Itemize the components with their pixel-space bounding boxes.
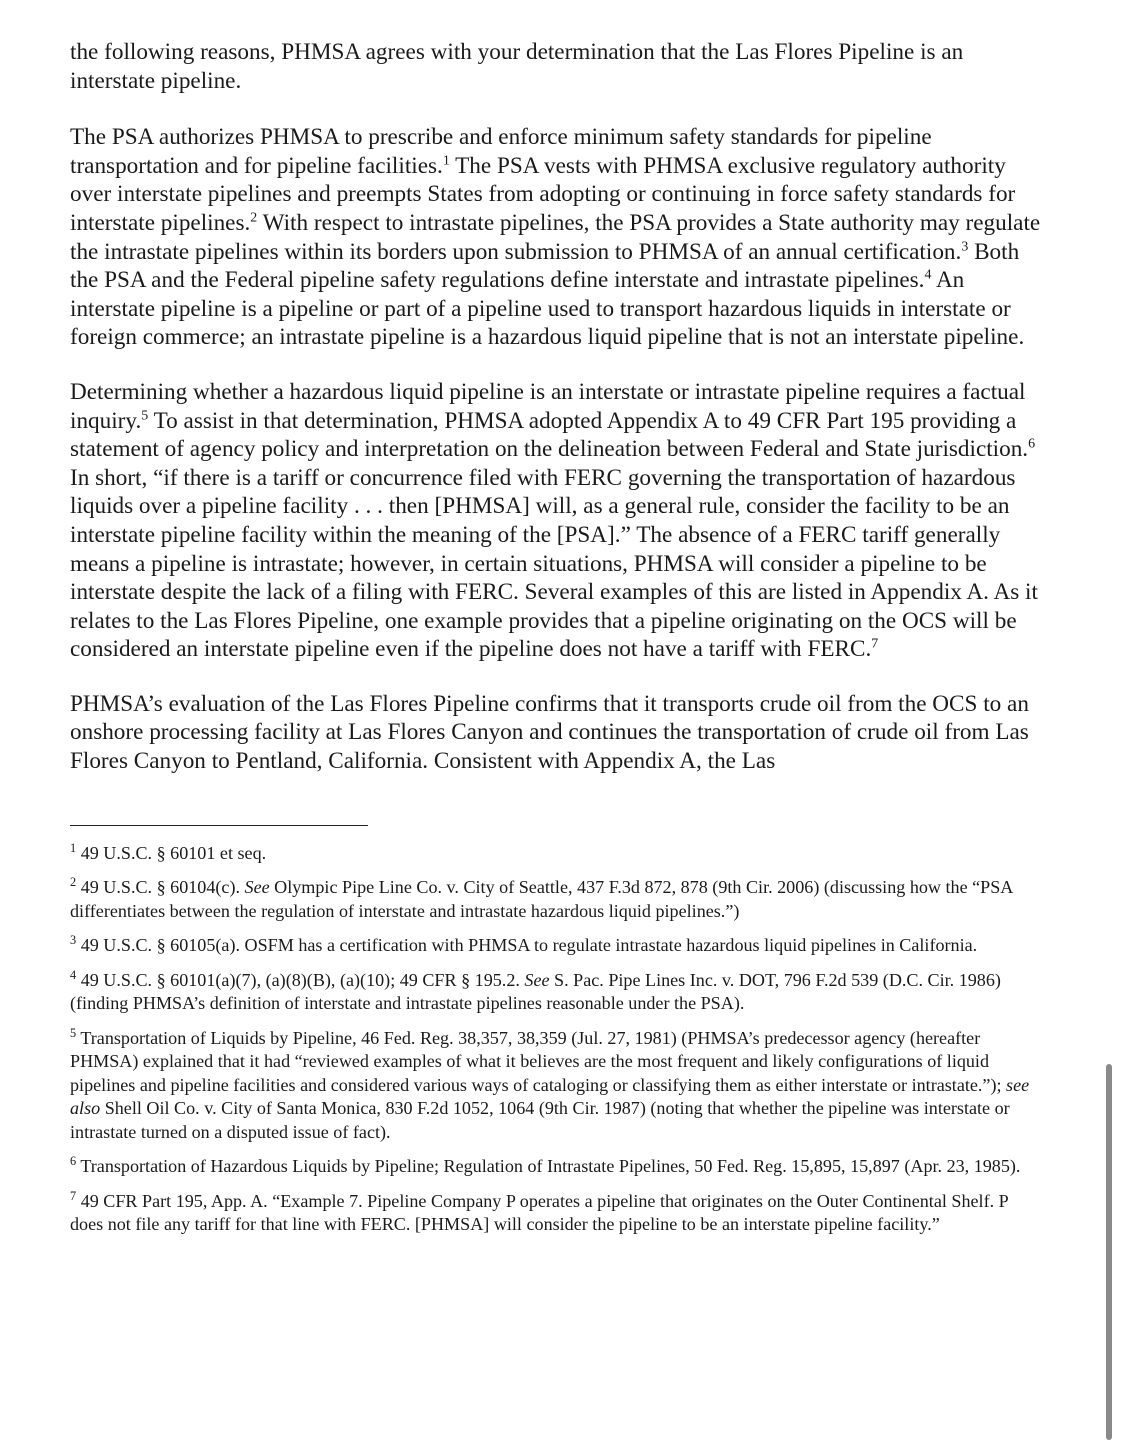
footnote-divider <box>70 825 368 826</box>
footnote-5: $^5$ Transportation of Liquids by Pipeline, 46 Fed. Reg. 38,357, 38,359 (Jul. 27, 1981) (PHMSA’s predecessor agency (hereafter PHMSA) explained that it had “reviewed examples of what it believes are the most frequent and likely configurations of liquid pipelines and pipeline facilities and considered various ways of cataloging or classifying them as either interstate or intrastate.”); see also Shell Oil Co. v. City of Santa Monica, 830 F.2d 1052, 1064 (9th Cir. 1987) (noting that whether the pipeline was interstate or intrastate turned on a disputed issue of fact). <box>70 1025 1030 1142</box>
footnote-4: $^4$ 49 U.S.C. § 60101(a)(7), (a)(8)(B), (a)(10); 49 CFR § 195.2. See S. Pac. Pipe Lines Inc. v. DOT, 796 F.2d 539 (D.C. Cir. 1986) (finding PHMSA’s definition of interstate and intrastate pipelines reasonable under the PSA). <box>70 967 1001 1014</box>
footnote-ref[interactable]: 5 <box>141 407 149 423</box>
footnote-ref[interactable]: 2 <box>250 210 258 226</box>
footnote-6: $^6$ Transportation of Hazardous Liquids by Pipeline; Regulation of Intrastate Pipelines, 50 Fed. Reg. 15,895, 15,897 (Apr. 23, 1985). <box>70 1154 1021 1177</box>
footnote-ref[interactable]: 6 <box>1028 436 1036 452</box>
footnote-2: $^2$ 49 U.S.C. § 60104(c). See Olympic Pipe Line Co. v. City of Seattle, 437 F.3d 872, 878 (9th Cir. 2006) (discussing how the “PSA differentiates between the regulation of interstate and intrastate hazardous liquid pipelines.”) <box>70 875 1013 921</box>
footnote-ref[interactable]: 4 <box>924 267 932 283</box>
footnote-7: $^7$ 49 CFR Part 195, App. A. “Example 7. Pipeline Company P operates a pipeline that originates on the Outer Continental Shelf. P does not file any tariff for that line with FERC. [PHMSA] will consider the pipeline to be an interstate pipeline facility.” <box>70 1188 1009 1235</box>
footnote-ref[interactable]: 7 <box>871 636 879 652</box>
document-page <box>70 38 1045 1248</box>
paragraph-determining: Determining whether a hazardous liquid pipeline is an interstate or intrastate pipeline requires a factual inquiry.$^5$ To assist in that determination, PHMSA adopted Appendix A to 49 CFR Part 195 providing a statement of agency policy and interpretation on the delineation between Federal and State jurisdiction.$^6$ In short, “if there is a tariff or concurrence filed with FERC governing the transportation of hazardous liquids over a pipeline facility . . . then [PHMSA] will, as a general rule, consider the facility to be an interstate pipeline facility within the meaning of the [PSA].” The absence of a FERC tariff generally means a pipeline is intrastate; however, in certain situations, PHMSA will consider a pipeline to be interstate despite the lack of a filing with FERC. Several examples of this are listed in Appendix A. As it relates to the Las Flores Pipeline, one example provides that a pipeline originating on the OCS will be considered an interstate pipeline even if the pipeline does not have a tariff with FERC.$^7$ <box>70 378 1038 663</box>
footnote-ref[interactable]: 1 <box>442 153 450 169</box>
paragraph-psa-authority: The PSA authorizes PHMSA to prescribe and enforce minimum safety standards for pipeline transportation and for pipeline facilities.$^1$ The PSA vests with PHMSA exclusive regulatory authority over interstate pipelines and preempts States from adopting or continuing in force safety standards for interstate pipelines.$^2$ With respect to intrastate pipelines, the PSA provides a State authority may regulate the intrastate pipelines within its borders upon submission to PHMSA of an annual certification.$^3$ Both the PSA and the Federal pipeline safety regulations define interstate and intrastate pipelines.$^4$ An interstate pipeline is a pipeline or part of a pipeline used to transport hazardous liquids in interstate or foreign commerce; an intrastate pipeline is a hazardous liquid pipeline that is not an interstate pipeline. <box>70 124 1041 351</box>
footnote-ref[interactable]: 3 <box>961 238 969 254</box>
body-text <box>70 38 1045 776</box>
footnotes <box>70 842 1045 1237</box>
paragraph-reasons: the following reasons, PHMSA agrees with your determination that the Las Flores Pipeline is an interstate pipeline. <box>70 39 964 94</box>
footnote-1: $^1$ 49 U.S.C. § 60101 et seq. <box>70 840 267 863</box>
scrollbar-thumb[interactable] <box>1106 1064 1112 1440</box>
paragraph-evaluation: PHMSA’s evaluation of the Las Flores Pipeline confirms that it transports crude oil from the OCS to an onshore processing facility at Las Flores Canyon and continues the transportation of crude oil from Las Flores Canyon to Pentland, California. Consistent with Appendix A, the Las <box>70 690 1029 775</box>
footnote-3: $^3$ 49 U.S.C. § 60105(a). OSFM has a certification with PHMSA to regulate intrastate hazardous liquid pipelines in California. <box>70 933 978 956</box>
